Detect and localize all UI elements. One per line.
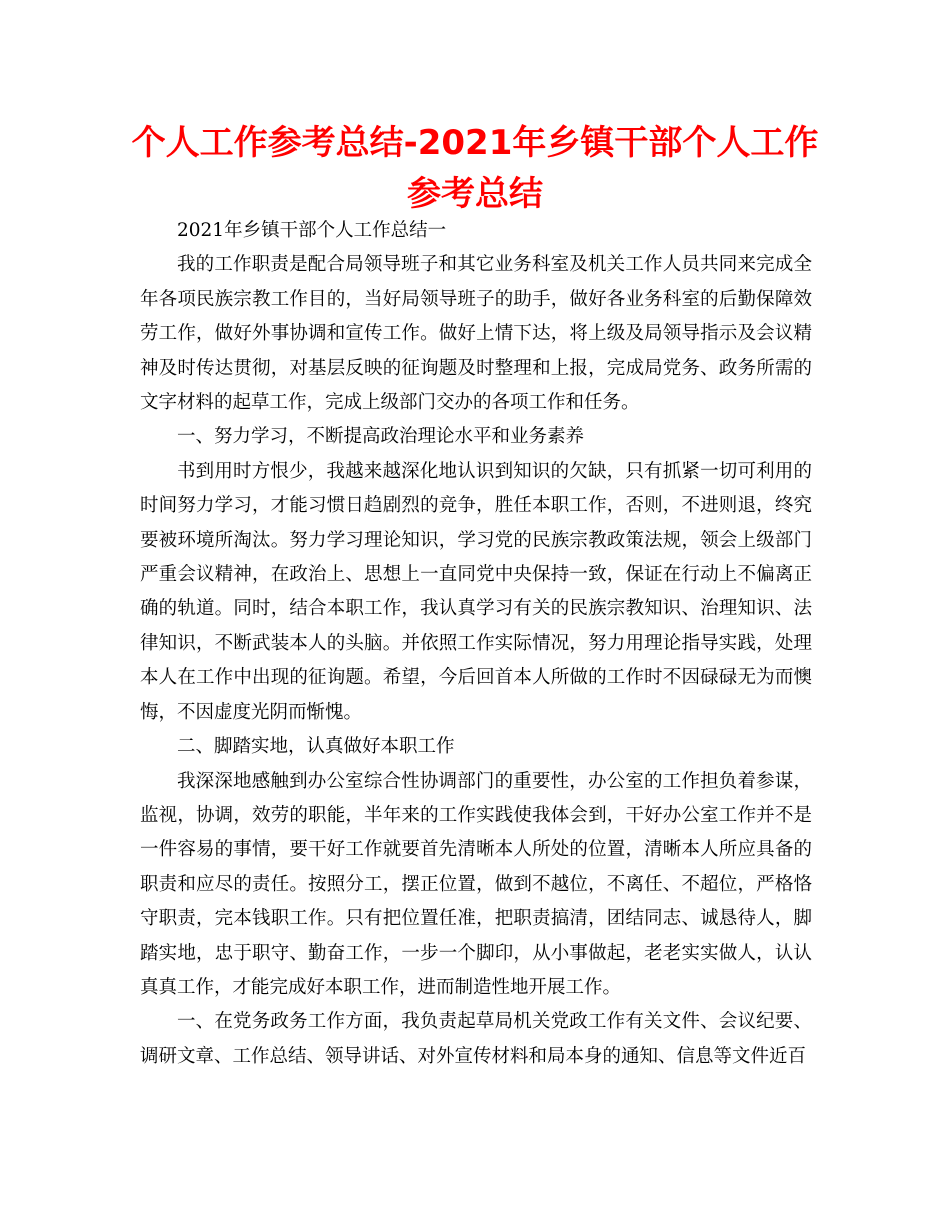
section-heading: 二、脚踏实地，认真做好本职工作 — [177, 736, 455, 758]
document-title: 个人工作参考总结-2021年乡镇干部个人工作参考总结 — [131, 123, 819, 214]
document-body — [140, 214, 812, 1074]
body-paragraph: 我深深地感触到办公室综合性协调部门的重要性，办公室的工作担负着参谋，监视，协调，效劳的职能，半年来的工作实践使我体会到，干好办公室工作并不是一件容易的事情，要干好工作就要首先清晰本人所处的位置，清晰本人所应具备的职责和应尽的责任。按照分工，摆正位置，做到不越位，不离任、不超位，严格恪守职责，完本钱职工作。只有把位置任准，把职责搞清，团结同志、诚恳待人，脚踏实地，忠于职守、勤奋工作，一步一个脚印，从小事做起，老老实实做人，认认真真工作，才能完成好本职工作，进而制造性地开展工作。 — [140, 770, 812, 998]
body-paragraph: 我的工作职责是配合局领导班子和其它业务科室及机关工作人员共同来完成全年各项民族宗教工作目的，当好局领导班子的助手，做好各业务科室的后勤保障效劳工作，做好外事协调和宣传工作。做好上情下达，将上级及局领导指示及会议精神及时传达贯彻，对基层反映的征询题及时整理和上报，完成局党务、政务所需的文字材料的起草工作，完成上级部门交办的各项工作和任务。 — [140, 254, 812, 414]
subtitle-paragraph: 2021年乡镇干部个人工作总结一 — [177, 220, 447, 241]
section-heading: 一、努力学习，不断提高政治理论水平和业务素养 — [177, 426, 585, 448]
body-paragraph: 一、在党务政务工作方面，我负责起草局机关党政工作有关文件、会议纪要、调研文章、工作总结、领导讲话、对外宣传材料和局本身的通知、信息等文件近百 — [140, 1011, 812, 1067]
body-paragraph: 书到用时方恨少，我越来越深化地认识到知识的欠缺，只有抓紧一切可利用的时间努力学习，才能习惯日趋剧烈的竞争，胜任本职工作，否则，不进则退，终究要被环境所淘汰。努力学习理论知识，学习党的民族宗教政策法规，领会上级部门严重会议精神，在政治上、思想上一直同党中央保持一致，保证在行动上不偏离正确的轨道。同时，结合本职工作，我认真学习有关的民族宗教知识、治理知识、法律知识，不断武装本人的头脑。并依照工作实际情况，努力用理论指导实践，处理本人在工作中出现的征询题。希望，今后回首本人所做的工作时不因碌碌无为而懊悔，不因虚度光阴而惭愧。 — [140, 460, 812, 723]
